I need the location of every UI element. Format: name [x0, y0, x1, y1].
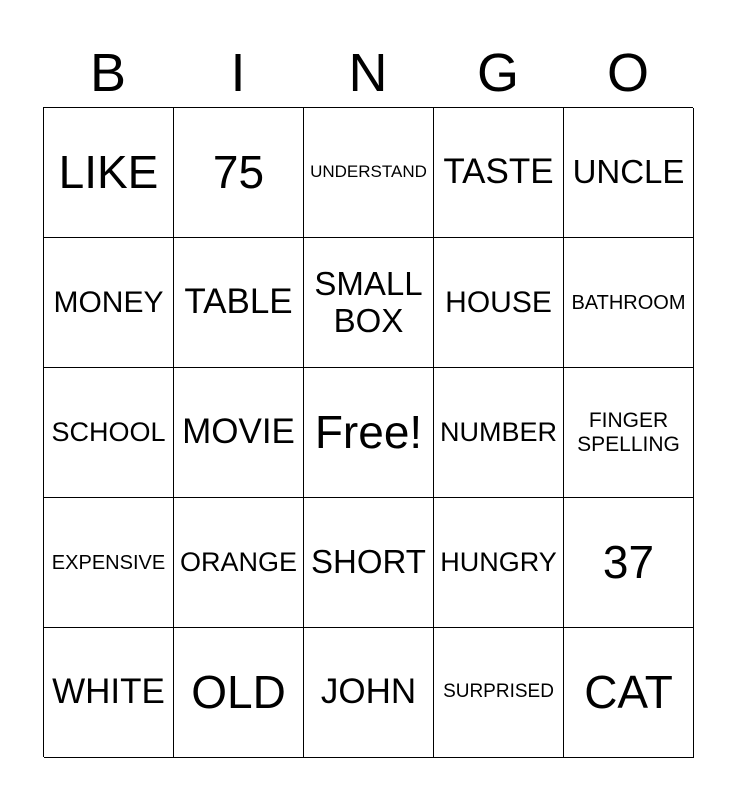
bingo-cell-r1-c4[interactable]: TASTE: [434, 108, 564, 238]
bingo-board: [43, 107, 693, 757]
bingo-cell-r3-c5[interactable]: FINGER SPELLING: [564, 368, 694, 498]
header-letter-o: O: [606, 43, 649, 103]
bingo-cell-free[interactable]: Free!: [304, 368, 434, 498]
bingo-cell-r5-c1[interactable]: WHITE: [44, 628, 174, 758]
bingo-cell-r2-c3[interactable]: SMALL BOX: [304, 238, 434, 368]
bingo-cell-r5-c5[interactable]: CAT: [564, 628, 694, 758]
bingo-cell-r4-c5[interactable]: 37: [564, 498, 694, 628]
bingo-cell-r4-c1[interactable]: EXPENSIVE: [44, 498, 174, 628]
header-letter-b: B: [89, 43, 127, 103]
header-letter-i: I: [230, 43, 246, 103]
bingo-cell-r5-c3[interactable]: JOHN: [304, 628, 434, 758]
bingo-cell-r4-c4[interactable]: HUNGRY: [434, 498, 564, 628]
bingo-cell-r3-c1[interactable]: SCHOOL: [44, 368, 174, 498]
bingo-cell-r3-c4[interactable]: NUMBER: [434, 368, 564, 498]
bingo-cell-r1-c2[interactable]: 75: [174, 108, 304, 238]
bingo-cell-r2-c2[interactable]: TABLE: [174, 238, 304, 368]
bingo-cell-r2-c4[interactable]: HOUSE: [434, 238, 564, 368]
bingo-cell-r2-c1[interactable]: MONEY: [44, 238, 174, 368]
header-letter-n: N: [348, 43, 388, 103]
bingo-cell-r5-c4[interactable]: SURPRISED: [434, 628, 564, 758]
bingo-header: [43, 40, 693, 106]
bingo-cell-r1-c5[interactable]: UNCLE: [564, 108, 694, 238]
bingo-cell-r1-c1[interactable]: LIKE: [44, 108, 174, 238]
bingo-cell-r3-c2[interactable]: MOVIE: [174, 368, 304, 498]
bingo-cell-r2-c5[interactable]: BATHROOM: [564, 238, 694, 368]
bingo-cell-r4-c2[interactable]: ORANGE: [174, 498, 304, 628]
bingo-cell-r4-c3[interactable]: SHORT: [304, 498, 434, 628]
bingo-cell-r1-c3[interactable]: UNDERSTAND: [304, 108, 434, 238]
header-letter-g: G: [476, 43, 519, 103]
bingo-cell-r5-c2[interactable]: OLD: [174, 628, 304, 758]
